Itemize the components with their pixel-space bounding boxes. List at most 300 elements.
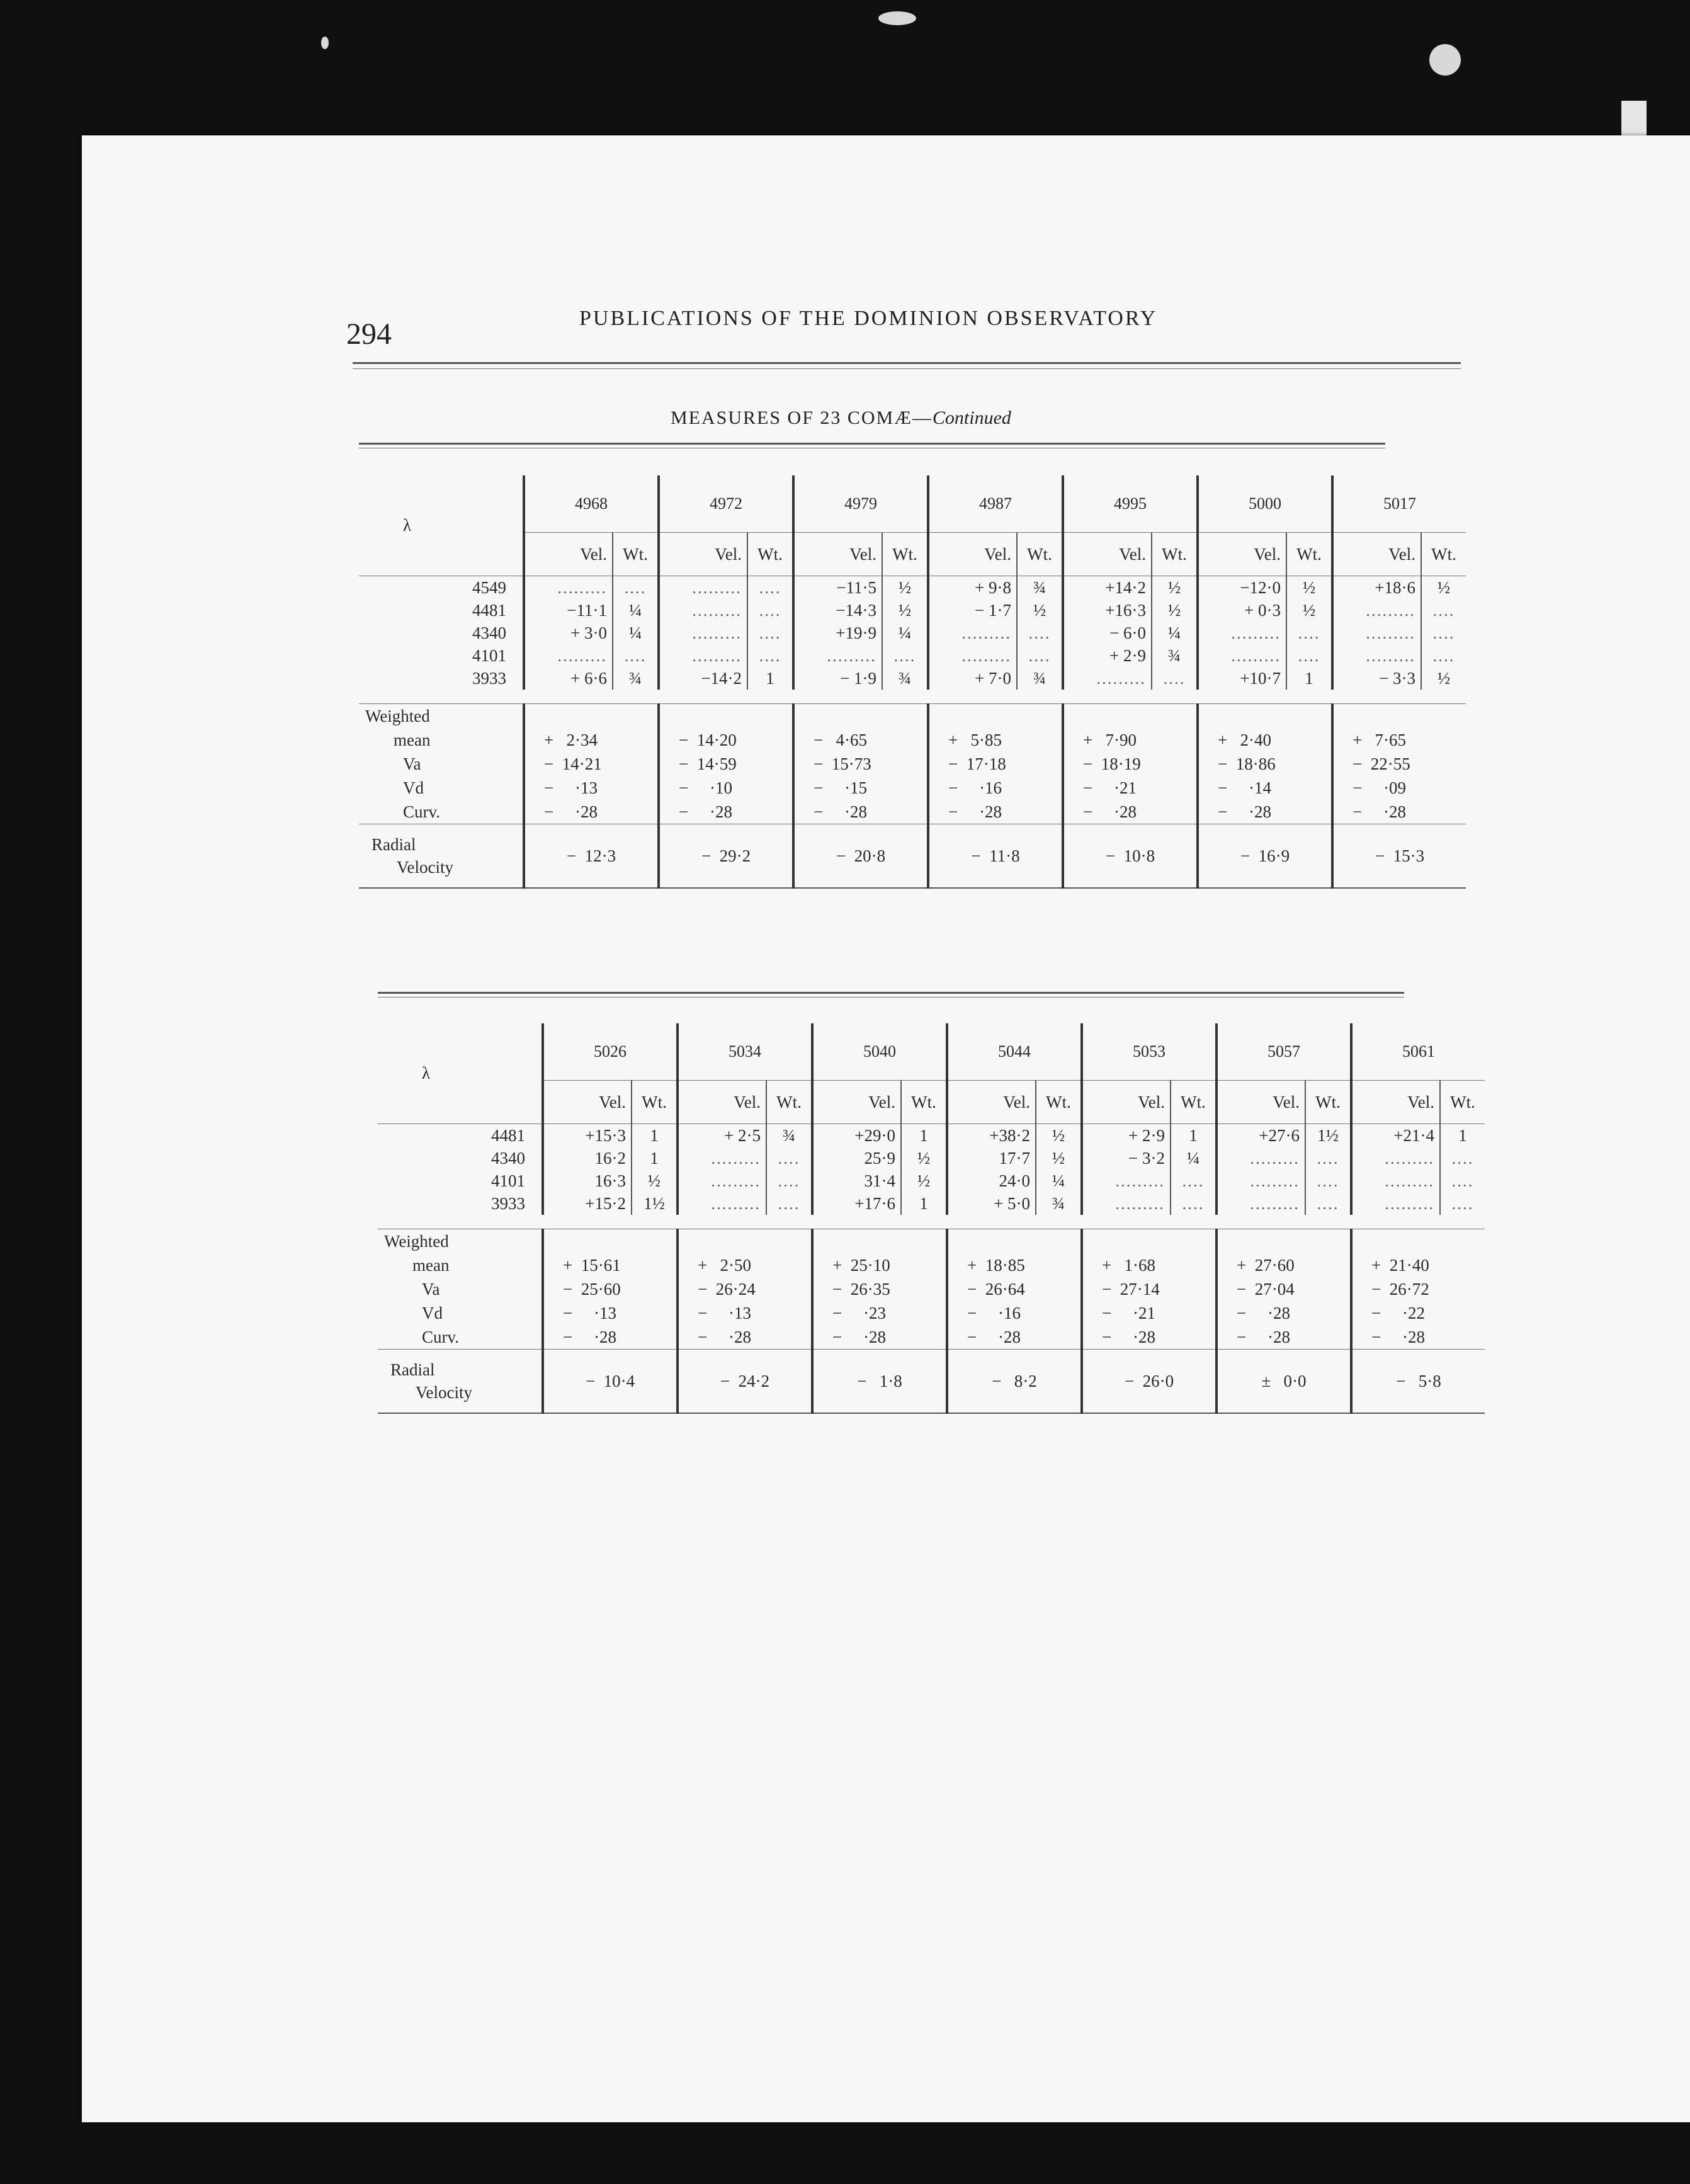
plate-header: 5000 xyxy=(1198,475,1332,533)
velocity-cell: + 2·5 xyxy=(678,1124,766,1147)
summary-cell: − 27·14 xyxy=(1082,1277,1216,1301)
empty-cell: .... xyxy=(1440,1169,1485,1192)
empty-cell: .... xyxy=(882,644,928,667)
summary-cell: − 14·21 xyxy=(524,752,659,776)
summary-cell: − ·28 xyxy=(1332,800,1466,824)
scan-speck xyxy=(1429,44,1461,76)
velocity-cell: +15·2 xyxy=(543,1192,632,1215)
weight-cell: ½ xyxy=(632,1169,678,1192)
velocity-cell: + 6·6 xyxy=(524,667,613,690)
weight-cell: 1 xyxy=(1440,1124,1485,1147)
lambda-cell: 4340 xyxy=(491,1149,525,1168)
caption-continued: Continued xyxy=(932,407,1011,428)
scan-speck xyxy=(878,11,916,25)
summary-cell: − ·14 xyxy=(1198,776,1332,800)
summary-cell: − ·10 xyxy=(659,776,793,800)
weight-cell: ¾ xyxy=(613,667,659,690)
table-row xyxy=(378,1147,1485,1169)
empty-cell: ......... xyxy=(1216,1147,1305,1169)
summary-cell: − ·28 xyxy=(659,800,793,824)
empty-cell: ......... xyxy=(1082,1192,1171,1215)
empty-cell: .... xyxy=(1152,667,1198,690)
summary-row xyxy=(359,704,1466,729)
vel-header: Vel. xyxy=(928,533,1017,576)
velocity-cell: − 3·2 xyxy=(1082,1147,1171,1169)
empty-cell: ......... xyxy=(793,644,882,667)
summary-cell: − ·28 xyxy=(678,1325,812,1350)
vel-header: Vel. xyxy=(659,533,747,576)
plate-header: 5034 xyxy=(678,1023,812,1081)
summary-label: Weighted xyxy=(384,1232,449,1251)
empty-cell: .... xyxy=(1171,1169,1216,1192)
plate-header: 4979 xyxy=(793,475,928,533)
empty-cell: .... xyxy=(747,622,793,644)
summary-cell: − ·13 xyxy=(543,1301,678,1325)
wt-header: Wt. xyxy=(1286,533,1332,576)
table-row xyxy=(378,1192,1485,1215)
vel-header: Vel. xyxy=(543,1081,632,1124)
empty-cell: .... xyxy=(1305,1169,1351,1192)
lambda-cell: 4549 xyxy=(472,578,506,597)
summary-cell: − 18·86 xyxy=(1198,752,1332,776)
summary-cell: − 14·20 xyxy=(659,728,793,752)
empty-cell: ......... xyxy=(659,622,747,644)
lambda-cell: 3933 xyxy=(472,669,506,688)
weight-cell: ½ xyxy=(1286,576,1332,600)
radial-velocity-cell: − 10·4 xyxy=(543,1350,678,1414)
velocity-cell: − 6·0 xyxy=(1063,622,1152,644)
summary-cell: − 25·60 xyxy=(543,1277,678,1301)
velocity-label: Velocity xyxy=(397,858,453,877)
summary-cell xyxy=(1351,1229,1485,1254)
summary-cell: + 5·85 xyxy=(928,728,1063,752)
summary-cell: − 4·65 xyxy=(793,728,928,752)
wt-header: Wt. xyxy=(1152,533,1198,576)
velocity-cell: 17·7 xyxy=(947,1147,1036,1169)
summary-cell: − 26·72 xyxy=(1351,1277,1485,1301)
table-separator xyxy=(378,1215,1485,1229)
weight-cell: ¼ xyxy=(1171,1147,1216,1169)
table1-top-rule xyxy=(359,443,1385,445)
table2-top-rule-thin xyxy=(378,997,1404,998)
wt-header: Wt. xyxy=(1305,1081,1351,1124)
radial-velocity-row xyxy=(359,824,1466,889)
weight-cell: 1½ xyxy=(632,1192,678,1215)
weight-cell: ½ xyxy=(1421,667,1466,690)
radial-velocity-label xyxy=(378,1350,543,1414)
plate-header: 5053 xyxy=(1082,1023,1216,1081)
header-rule-thin xyxy=(353,368,1461,369)
lambda-header: λ xyxy=(378,1023,543,1124)
weight-cell: 1½ xyxy=(1305,1124,1351,1147)
table-row xyxy=(359,667,1466,690)
table-caption xyxy=(671,407,1011,429)
summary-cell: − ·28 xyxy=(947,1325,1082,1350)
summary-cell: − ·22 xyxy=(1351,1301,1485,1325)
velocity-cell: +18·6 xyxy=(1332,576,1421,600)
wt-header: Wt. xyxy=(1017,533,1063,576)
weight-cell: 1 xyxy=(632,1147,678,1169)
summary-cell: + 18·85 xyxy=(947,1253,1082,1277)
empty-cell: ......... xyxy=(659,576,747,600)
radial-velocity-cell: − 10·8 xyxy=(1063,824,1198,889)
empty-cell: .... xyxy=(1286,644,1332,667)
summary-cell xyxy=(543,1229,678,1254)
running-title: PUBLICATIONS OF THE DOMINION OBSERVATORY xyxy=(579,307,1158,330)
velocity-cell: −11·5 xyxy=(793,576,882,600)
summary-cell: − ·23 xyxy=(812,1301,947,1325)
velocity-cell: + 0·3 xyxy=(1198,599,1286,622)
velocity-cell: −14·3 xyxy=(793,599,882,622)
plate-header: 4995 xyxy=(1063,475,1198,533)
empty-cell: .... xyxy=(766,1169,812,1192)
empty-cell: .... xyxy=(1440,1192,1485,1215)
weight-cell: ¼ xyxy=(613,599,659,622)
summary-cell xyxy=(659,704,793,729)
weight-cell: ¼ xyxy=(1152,622,1198,644)
empty-cell: .... xyxy=(1286,622,1332,644)
summary-cell: + 25·10 xyxy=(812,1253,947,1277)
summary-label: Weighted xyxy=(365,707,430,725)
plate-header: 5057 xyxy=(1216,1023,1351,1081)
velocity-cell: 16·3 xyxy=(543,1169,632,1192)
radial-velocity-row xyxy=(378,1350,1485,1414)
summary-cell: − ·13 xyxy=(524,776,659,800)
summary-cell: − ·28 xyxy=(543,1325,678,1350)
empty-cell: ......... xyxy=(524,644,613,667)
velocity-cell: + 5·0 xyxy=(947,1192,1036,1215)
velocity-cell: − 3·3 xyxy=(1332,667,1421,690)
empty-cell: ......... xyxy=(1216,1169,1305,1192)
summary-row xyxy=(378,1325,1485,1350)
velocity-cell: 31·4 xyxy=(812,1169,901,1192)
summary-cell: + 27·60 xyxy=(1216,1253,1351,1277)
radial-velocity-cell: − 24·2 xyxy=(678,1350,812,1414)
wt-header: Wt. xyxy=(1421,533,1466,576)
empty-cell: ......... xyxy=(928,644,1017,667)
weight-cell: ½ xyxy=(901,1169,947,1192)
empty-cell: ......... xyxy=(1351,1169,1440,1192)
velocity-cell: − 1·7 xyxy=(928,599,1017,622)
velocity-cell: +16·3 xyxy=(1063,599,1152,622)
weight-cell: ½ xyxy=(1036,1147,1082,1169)
header-rule xyxy=(353,362,1461,364)
empty-cell: ......... xyxy=(1063,667,1152,690)
empty-cell: ......... xyxy=(928,622,1017,644)
summary-label: Curv. xyxy=(403,802,440,821)
summary-cell: − ·28 xyxy=(1216,1325,1351,1350)
velocity-label: Velocity xyxy=(416,1383,472,1402)
empty-cell: ......... xyxy=(1351,1147,1440,1169)
velocity-cell: −12·0 xyxy=(1198,576,1286,600)
summary-cell: − ·21 xyxy=(1063,776,1198,800)
empty-cell: .... xyxy=(1305,1147,1351,1169)
vel-header: Vel. xyxy=(1332,533,1421,576)
summary-cell: − ·28 xyxy=(1063,800,1198,824)
summary-row xyxy=(359,752,1466,776)
table2-top-rule xyxy=(378,992,1404,994)
weight-cell: ¾ xyxy=(882,667,928,690)
weight-cell: ½ xyxy=(1036,1124,1082,1147)
vel-header: Vel. xyxy=(1216,1081,1305,1124)
summary-cell: − 26·35 xyxy=(812,1277,947,1301)
weight-cell: ¾ xyxy=(1152,644,1198,667)
summary-cell: + 2·34 xyxy=(524,728,659,752)
summary-cell: − 27·04 xyxy=(1216,1277,1351,1301)
vel-header: Vel. xyxy=(1063,533,1152,576)
summary-label: mean xyxy=(412,1256,450,1275)
empty-cell: .... xyxy=(1305,1192,1351,1215)
summary-label: Va xyxy=(403,754,421,773)
velocity-cell: + 9·8 xyxy=(928,576,1017,600)
vel-header: Vel. xyxy=(947,1081,1036,1124)
vel-header: Vel. xyxy=(1351,1081,1440,1124)
measures-table-1 xyxy=(359,475,1466,889)
summary-cell xyxy=(793,704,928,729)
lambda-cell: 4101 xyxy=(472,646,506,665)
weight-cell: ¾ xyxy=(1017,576,1063,600)
velocity-cell: +17·6 xyxy=(812,1192,901,1215)
radial-velocity-cell: − 15·3 xyxy=(1332,824,1466,889)
radial-velocity-cell: − 8·2 xyxy=(947,1350,1082,1414)
summary-cell: + 7·90 xyxy=(1063,728,1198,752)
summary-cell: − ·28 xyxy=(812,1325,947,1350)
summary-cell xyxy=(1082,1229,1216,1254)
empty-cell: ......... xyxy=(1198,644,1286,667)
empty-cell: .... xyxy=(1421,644,1466,667)
weight-cell: 1 xyxy=(1171,1124,1216,1147)
weight-cell: 1 xyxy=(632,1124,678,1147)
summary-row xyxy=(359,728,1466,752)
plate-header: 4987 xyxy=(928,475,1063,533)
vel-header: Vel. xyxy=(812,1081,901,1124)
table1-body xyxy=(359,576,1466,889)
weight-cell: 1 xyxy=(901,1124,947,1147)
velocity-cell: + 2·9 xyxy=(1063,644,1152,667)
lambda-header: λ xyxy=(359,475,524,576)
summary-cell: − 26·24 xyxy=(678,1277,812,1301)
empty-cell: ......... xyxy=(1332,644,1421,667)
radial-velocity-cell: − 1·8 xyxy=(812,1350,947,1414)
summary-cell xyxy=(678,1229,812,1254)
plate-header: 5044 xyxy=(947,1023,1082,1081)
lambda-cell: 4340 xyxy=(472,623,506,642)
summary-cell: − ·09 xyxy=(1332,776,1466,800)
velocity-cell: +27·6 xyxy=(1216,1124,1305,1147)
summary-label: mean xyxy=(394,731,431,749)
empty-cell: ......... xyxy=(678,1147,766,1169)
radial-velocity-cell: − 20·8 xyxy=(793,824,928,889)
empty-cell: .... xyxy=(766,1147,812,1169)
radial-velocity-cell: − 5·8 xyxy=(1351,1350,1485,1414)
weight-cell: 1 xyxy=(1286,667,1332,690)
weight-cell: ¾ xyxy=(1017,667,1063,690)
velocity-cell: + 7·0 xyxy=(928,667,1017,690)
summary-cell xyxy=(928,704,1063,729)
summary-label: Curv. xyxy=(422,1328,459,1346)
lambda-cell: 4481 xyxy=(491,1126,525,1145)
empty-cell: .... xyxy=(1421,622,1466,644)
empty-cell: ......... xyxy=(1332,622,1421,644)
summary-cell: − ·28 xyxy=(524,800,659,824)
weight-cell: ¾ xyxy=(1036,1192,1082,1215)
wt-header: Wt. xyxy=(613,533,659,576)
scan-speck xyxy=(321,37,329,49)
wt-header: Wt. xyxy=(1036,1081,1082,1124)
summary-cell xyxy=(1063,704,1198,729)
summary-row xyxy=(378,1301,1485,1325)
empty-cell: .... xyxy=(613,644,659,667)
empty-cell: ......... xyxy=(1351,1192,1440,1215)
wt-header: Wt. xyxy=(901,1081,947,1124)
plate-header: 4972 xyxy=(659,475,793,533)
plate-header: 5017 xyxy=(1332,475,1466,533)
empty-cell: .... xyxy=(747,644,793,667)
vel-header: Vel. xyxy=(678,1081,766,1124)
summary-cell: − ·13 xyxy=(678,1301,812,1325)
summary-cell: − ·15 xyxy=(793,776,928,800)
summary-cell: − 22·55 xyxy=(1332,752,1466,776)
summary-cell xyxy=(1198,704,1332,729)
plate-header: 5061 xyxy=(1351,1023,1485,1081)
vel-header: Vel. xyxy=(1082,1081,1171,1124)
radial-label: Radial xyxy=(371,835,416,854)
velocity-cell: +38·2 xyxy=(947,1124,1036,1147)
page-number: 294 xyxy=(346,317,392,351)
weight-cell: ¼ xyxy=(613,622,659,644)
empty-cell: .... xyxy=(747,599,793,622)
table-row xyxy=(359,622,1466,644)
radial-velocity-cell: − 16·9 xyxy=(1198,824,1332,889)
weight-cell: 1 xyxy=(747,667,793,690)
radial-velocity-label xyxy=(359,824,524,889)
summary-cell: − ·28 xyxy=(1198,800,1332,824)
summary-row xyxy=(378,1277,1485,1301)
table2-body xyxy=(378,1124,1485,1414)
summary-cell: + 21·40 xyxy=(1351,1253,1485,1277)
wt-header: Wt. xyxy=(1171,1081,1216,1124)
weight-cell: ¼ xyxy=(1036,1169,1082,1192)
table-row xyxy=(378,1169,1485,1192)
table-row xyxy=(378,1124,1485,1147)
empty-cell: ......... xyxy=(1332,599,1421,622)
empty-cell: ......... xyxy=(678,1192,766,1215)
weight-cell: ½ xyxy=(1286,599,1332,622)
velocity-cell: +29·0 xyxy=(812,1124,901,1147)
summary-cell: − ·28 xyxy=(928,800,1063,824)
weight-cell: ¾ xyxy=(766,1124,812,1147)
summary-cell: − 26·64 xyxy=(947,1277,1082,1301)
velocity-cell: −11·1 xyxy=(524,599,613,622)
summary-cell xyxy=(812,1229,947,1254)
empty-cell: .... xyxy=(1440,1147,1485,1169)
summary-cell: − 18·19 xyxy=(1063,752,1198,776)
summary-cell: − 15·73 xyxy=(793,752,928,776)
radial-velocity-cell: − 12·3 xyxy=(524,824,659,889)
empty-cell: ......... xyxy=(1082,1169,1171,1192)
radial-velocity-cell: − 26·0 xyxy=(1082,1350,1216,1414)
document-page xyxy=(82,135,1690,2122)
summary-cell: − ·28 xyxy=(1082,1325,1216,1350)
summary-cell: − 14·59 xyxy=(659,752,793,776)
caption-main: MEASURES OF 23 COMÆ— xyxy=(671,407,933,428)
vel-header: Vel. xyxy=(1198,533,1286,576)
weight-cell: ½ xyxy=(1152,576,1198,600)
lambda-cell: 4481 xyxy=(472,601,506,620)
velocity-cell: +15·3 xyxy=(543,1124,632,1147)
measures-table-2 xyxy=(378,1023,1485,1414)
empty-cell: ......... xyxy=(659,644,747,667)
summary-cell: + 2·50 xyxy=(678,1253,812,1277)
empty-cell: .... xyxy=(1421,599,1466,622)
empty-cell: .... xyxy=(1017,644,1063,667)
summary-row xyxy=(359,776,1466,800)
summary-cell: + 15·61 xyxy=(543,1253,678,1277)
empty-cell: .... xyxy=(613,576,659,600)
table-row xyxy=(359,644,1466,667)
summary-cell: − ·28 xyxy=(793,800,928,824)
summary-cell: − ·21 xyxy=(1082,1301,1216,1325)
summary-label: Vd xyxy=(422,1304,443,1322)
plate-header: 4968 xyxy=(524,475,659,533)
plate-header: 5026 xyxy=(543,1023,678,1081)
velocity-cell: + 3·0 xyxy=(524,622,613,644)
weight-cell: ½ xyxy=(1017,599,1063,622)
summary-cell: − ·28 xyxy=(1216,1301,1351,1325)
summary-row xyxy=(378,1253,1485,1277)
lambda-cell: 4101 xyxy=(491,1171,525,1190)
empty-cell: ......... xyxy=(659,599,747,622)
velocity-cell: 25·9 xyxy=(812,1147,901,1169)
summary-cell: + 1·68 xyxy=(1082,1253,1216,1277)
empty-cell: ......... xyxy=(1216,1192,1305,1215)
summary-cell: + 2·40 xyxy=(1198,728,1332,752)
summary-cell xyxy=(1332,704,1466,729)
radial-velocity-cell: ± 0·0 xyxy=(1216,1350,1351,1414)
vel-header: Vel. xyxy=(793,533,882,576)
weight-cell: ¼ xyxy=(882,622,928,644)
wt-header: Wt. xyxy=(1440,1081,1485,1124)
plate-header: 5040 xyxy=(812,1023,947,1081)
summary-row xyxy=(378,1229,1485,1254)
weight-cell: ½ xyxy=(882,576,928,600)
table-row xyxy=(359,576,1466,600)
empty-cell: ......... xyxy=(524,576,613,600)
velocity-cell: 24·0 xyxy=(947,1169,1036,1192)
velocity-cell: +21·4 xyxy=(1351,1124,1440,1147)
empty-cell: ......... xyxy=(1198,622,1286,644)
weight-cell: ½ xyxy=(1152,599,1198,622)
radial-velocity-cell: − 29·2 xyxy=(659,824,793,889)
summary-cell: − ·16 xyxy=(947,1301,1082,1325)
empty-cell: .... xyxy=(1171,1192,1216,1215)
summary-cell xyxy=(1216,1229,1351,1254)
radial-velocity-cell: − 11·8 xyxy=(928,824,1063,889)
wt-header: Wt. xyxy=(882,533,928,576)
summary-cell: + 7·65 xyxy=(1332,728,1466,752)
vel-header: Vel. xyxy=(524,533,613,576)
summary-cell xyxy=(524,704,659,729)
summary-row xyxy=(359,800,1466,824)
empty-cell: .... xyxy=(1017,622,1063,644)
velocity-cell: +14·2 xyxy=(1063,576,1152,600)
weight-cell: ½ xyxy=(882,599,928,622)
summary-cell: − 17·18 xyxy=(928,752,1063,776)
weight-cell: 1 xyxy=(901,1192,947,1215)
velocity-cell: +10·7 xyxy=(1198,667,1286,690)
table-row xyxy=(359,599,1466,622)
empty-cell: .... xyxy=(747,576,793,600)
